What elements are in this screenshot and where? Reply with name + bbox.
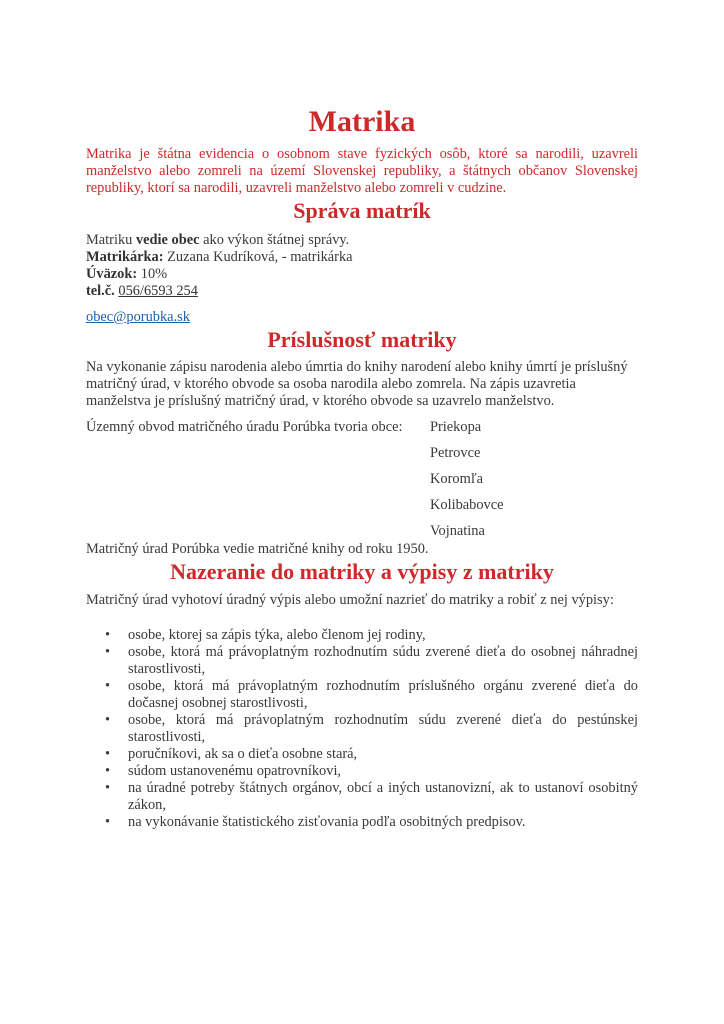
list-item [86, 627, 638, 644]
obec-item: Priekopa [430, 419, 482, 435]
bullet-icon: • [105, 746, 111, 762]
list-item-text: osobe, ktorej sa zápis týka, alebo členom jej rodiny, [128, 627, 426, 643]
sprava-block [86, 232, 638, 326]
bullet-icon: • [105, 780, 111, 796]
bullet-icon: • [105, 814, 111, 830]
bullet-icon: • [105, 678, 111, 694]
since-paragraph: Matričný úrad Porúbka vedie matričné knihy od roku 1950. [86, 541, 429, 557]
list-item-text: poručníkovi, ak sa o dieťa osobne stará, [128, 746, 358, 762]
section-heading-nazeranie: Nazeranie do matriky a výpisy z matriky [170, 559, 554, 584]
nazeranie-list [86, 627, 638, 831]
page-title: Matrika [308, 105, 416, 138]
uvazok-label: Úväzok: [86, 266, 138, 282]
matrikarka-value: Zuzana Kudríková, - matrikárka [163, 249, 353, 265]
bullet-icon: • [105, 644, 111, 660]
list-item [86, 712, 638, 746]
bold-text: vedie obec [135, 232, 200, 248]
bullet-icon: • [105, 627, 111, 643]
phone-link[interactable]: 056/6593 254 [118, 283, 198, 299]
obec-item: Kolibabovce [430, 497, 504, 513]
list-item [86, 746, 638, 763]
bullet-icon: • [105, 763, 111, 779]
list-item-text: osobe, ktorá má právoplatným rozhodnutím súdu zverené dieťa do pestúnskej starostlivosti, [128, 712, 638, 745]
sprava-line-uvazok [86, 266, 638, 283]
sprava-line-tel [86, 283, 638, 300]
obce-list [430, 419, 504, 549]
obec-item: Petrovce [430, 445, 481, 461]
sprava-line-email [86, 309, 638, 326]
list-item-text: na úradné potreby štátnych orgánov, obcí a iných ustanovizní, ak to ustanoví osobitný zákon, [128, 780, 638, 813]
list-item [86, 780, 638, 814]
section-heading-prislusnost: Príslušnosť matriky [267, 327, 457, 352]
list-item [86, 678, 638, 712]
matrikarka-label: Matrikárka: [86, 249, 164, 265]
list-item [86, 814, 638, 831]
uvazok-value: 10% [137, 266, 168, 282]
list-item-text: osobe, ktorá má právoplatným rozhodnutím príslušného orgánu zverené dieťa do dočasnej osobnej starostlivosti, [128, 678, 638, 711]
email-link[interactable]: obec@porubka.sk [86, 309, 190, 325]
sprava-line-vedie [86, 232, 638, 249]
list-item [86, 644, 638, 678]
list-item [86, 763, 638, 780]
text: Matriku [86, 232, 136, 248]
list-item-text: na vykonávanie štatistického zisťovania podľa osobitných predpisov. [128, 814, 526, 830]
text: ako výkon štátnej správy. [199, 232, 350, 248]
section-heading-sprava: Správa matrík [293, 198, 431, 223]
intro-paragraph: Matrika je štátna evidencia o osobnom stave fyzických osôb, ktoré sa narodili, uzavreli manželstvo alebo zomreli na území Slovenskej republiky, a štátnych občanov Slovenskej republiky, ktorí sa narodili, uzavreli manželstvo alebo zomreli v cudzine. [86, 146, 638, 196]
tel-label: tel.č. [86, 283, 115, 299]
sprava-line-matrikarka [86, 249, 638, 266]
list-item-text: súdom ustanovenému opatrovníkovi, [128, 763, 342, 779]
bullet-icon: • [105, 712, 111, 728]
obvod-table [86, 419, 638, 549]
document-page [86, 104, 638, 831]
nazeranie-paragraph: Matričný úrad vyhotoví úradný výpis alebo umožní nazrieť do matriky a robiť z nej výpisy: [86, 592, 614, 608]
list-item-text: osobe, ktorá má právoplatným rozhodnutím súdu zverené dieťa do osobnej náhradnej starostlivosti, [128, 644, 638, 677]
obec-item: Vojnatina [430, 523, 485, 539]
obec-item: Koromľa [430, 471, 484, 487]
obvod-label: Územný obvod matričného úradu Porúbka tvoria obce: [86, 419, 403, 435]
prislusnost-paragraph: Na vykonanie zápisu narodenia alebo úmrtia do knihy narodení alebo knihy úmrtí je príslušný matričný úrad, v ktorého obvode sa osoba narodila alebo zomrela. Na zápis uzavretia manželstva je príslušný matričný úrad, v ktorého obvode sa uzavrelo manželstvo. [86, 359, 628, 409]
